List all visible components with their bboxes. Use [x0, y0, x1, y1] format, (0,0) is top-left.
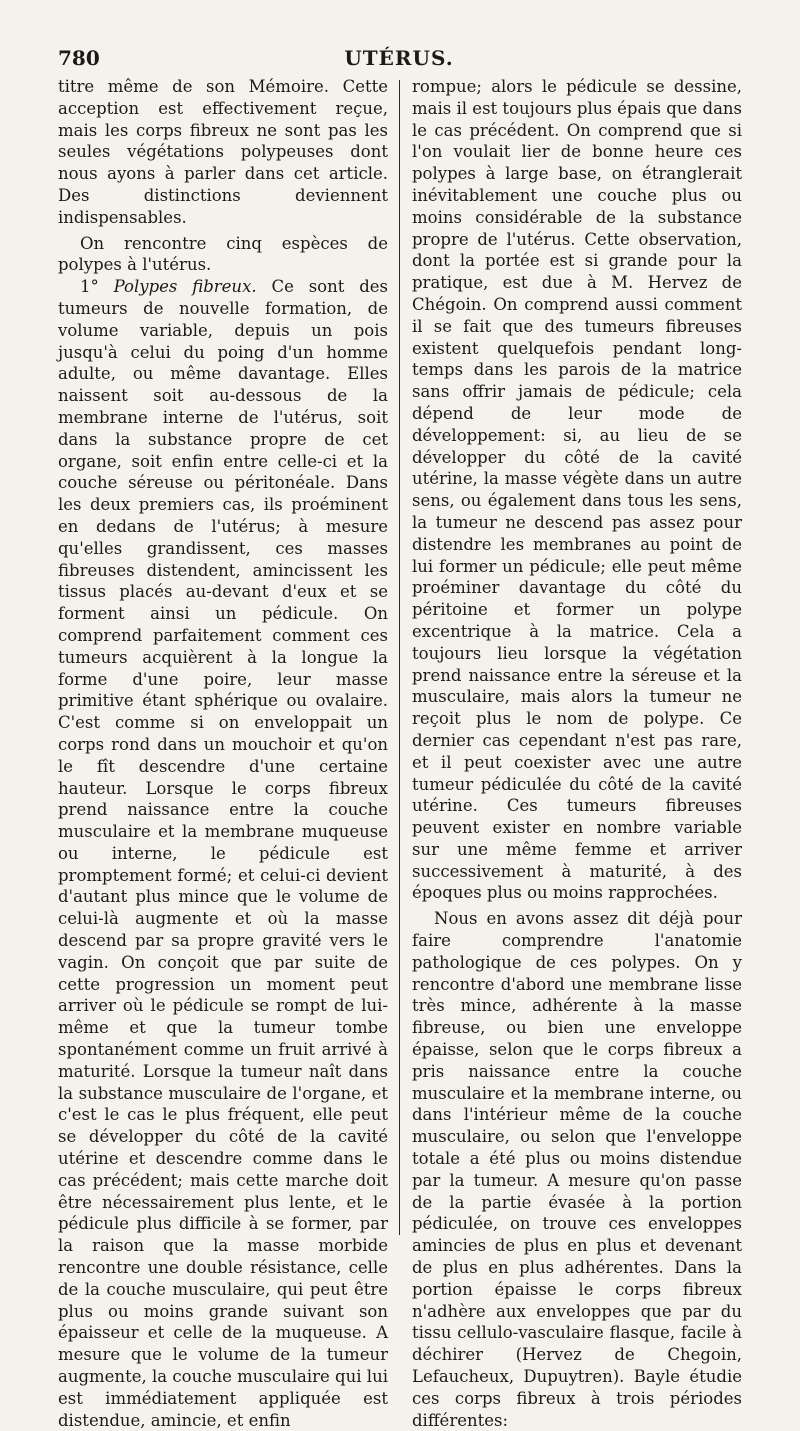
paragraph-body: Ce sont des tumeurs de nouvelle formation, de volume variable, depuis un pois jusqu'à celui du poing d'un homme adulte, ou même davantage. Elles naissent soit au-dessous de la membrane interne de l'utérus, soit dans la substance propre de cet organe, soit enfin entre celle-ci et la couche séreuse ou péritonéale. Dans les deux premiers cas, ils proéminent en dedans de l'utérus; à mesure qu'elles grandissent, ces masses fibreuses distendent, amincissent les tissus placés au-devant d'eux et se forment ainsi un pédicule. On comprend parfaitement comment ces tumeurs acquièrent à la longue la forme d'une poire, leur masse primitive étant sphérique ou ovalaire. C'est comme si on enveloppait un corps rond dans un mouchoir et qu'on le fît descendre d'une certaine hauteur. Lorsque le corps fibreux prend naissance entre la couche musculaire et la membrane muqueuse ou interne, le pédicule est promptement formé; et celui-ci devient d'autant plus mince que le volume de celui-là augmente et où la masse descend par sa propre gravité vers le vagin. On conçoit que par suite de cette progression un moment peut arriver où le pédicule se rompt de lui-même et que la tumeur tombe spontanément comme un fruit arrivé à maturité. Lorsque la tumeur naît dans la substance musculaire de l'organe, et c'est le cas le plus fréquent, elle peut se développer du côté de la cavité utérine et descendre comme dans le cas précédent; mais cette marche doit être nécessairement plus lente, et le pédicule plus difficile à se former, par la raison que la masse morbide rencontre une double résistance, celle de la couche musculaire, qui peut être plus ou moins grande suivant son épaisseur et celle de la muqueuse. A mesure que le volume de la tumeur augmente, la couche musculaire qui lui est immédiatement appliquée est distendue, amincie, et enfin	[58, 277, 389, 1430]
column-divider	[399, 80, 400, 1235]
running-head: UTÉRUS.	[344, 46, 454, 70]
section-heading: Polypes fibreux.	[113, 277, 257, 297]
paragraph	[58, 276, 388, 1431]
right-column	[412, 76, 742, 1431]
paragraph: rompue; alors le pédicule se dessine, mais il est toujours plus épais que dans le cas précédent. On comprend que si l'on voulait lier de bonne heure ces polypes à large base, on étranglerait inévitablement une couche plus ou moins considérable de la substance propre de l'utérus. Cette observation, dont la portée est si grande pour la pratique, est due à M. Hervez de Chégoin. On comprend aussi comment il se fait que des tumeurs fibreuses existent quelquefois pendant long-temps dans les parois de la matrice sans offrir jamais de pédicule; cela dépend de leur mode de développement: si, au lieu de se développer du côté de la cavité utérine, la masse végète dans un autre sens, ou également dans tous les sens, la tumeur ne descend pas assez pour distendre les membranes au point de lui former un pédicule; elle peut même proéminer davantage du côté du péritoine et former un polype excentrique à la matrice. Cela a toujours lieu lorsque la végétation prend naissance entre la séreuse et la musculaire, mais alors la tumeur ne reçoit plus le nom de polype. Ce dernier cas cependant n'est pas rare, et il peut coexister avec une autre tumeur pédiculée du côté de la cavité utérine. Ces tumeurs fibreuses peuvent exister en nombre variable sur une même femme et arriver successivement à maturité, à des époques plus ou moins rapprochées.	[412, 77, 742, 903]
left-column	[58, 76, 388, 1431]
page-number: 780	[58, 46, 100, 70]
page-header	[58, 46, 740, 80]
section-number: 1°	[80, 277, 114, 297]
paragraph: Nous en avons assez dit déjà pour faire comprendre l'anatomie pathologique de ces polypes. On y rencontre d'abord une membrane lisse très mince, adhérente à la masse fibreuse, ou bien une enveloppe épaisse, selon que le corps fibreux a pris naissance entre la couche musculaire et la membrane interne, ou dans l'intérieur même de la couche musculaire, ou selon que l'enveloppe totale a été plus ou moins distendue par la tumeur. A mesure qu'on passe de la partie évasée à la portion pédiculée, on trouve ces enveloppes amincies de plus en plus et devenant de plus en plus adhérentes. Dans la portion épaisse le corps fibreux n'adhère aux enveloppes que par du tissu cellulo-vasculaire flasque, facile à déchirer (Hervez de Chegoin, Lefaucheux, Dupuytren). Bayle étudie ces corps fibreux à trois périodes différentes:	[412, 909, 742, 1430]
paragraph: On rencontre cinq espèces de polypes à l'utérus.	[58, 233, 388, 275]
paragraph: titre même de son Mémoire. Cette acception est effectivement reçue, mais les corps fibreux ne sont pas les seules végétations polypeuses dont nous ayons à parler dans cet article. Des distinctions deviennent indispensables.	[58, 77, 388, 227]
